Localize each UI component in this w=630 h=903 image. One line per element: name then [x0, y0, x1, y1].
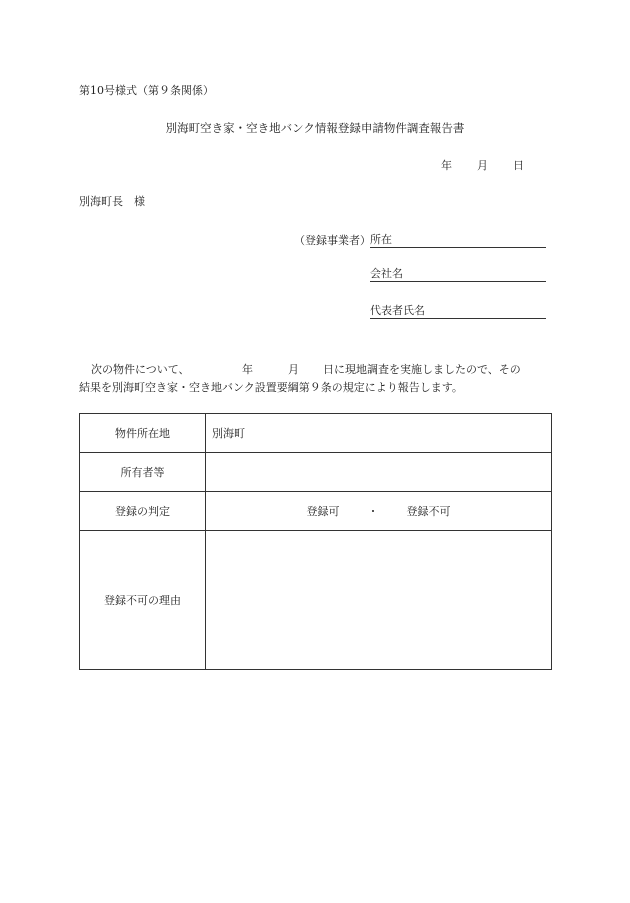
date-month: 月 [477, 159, 488, 172]
judgement-separator: ・ [367, 505, 379, 518]
owner-value [206, 453, 552, 492]
reason-value [206, 531, 552, 670]
form-number: 第10号様式（第９条関係） [79, 84, 214, 97]
reason-label: 登録不可の理由 [80, 531, 206, 670]
location-label: 物件所在地 [80, 414, 206, 453]
company-field [370, 265, 546, 282]
judgement-yes: 登録可 [306, 505, 340, 518]
representative-label: 代表者氏名 [370, 304, 425, 317]
judgement-options [206, 492, 552, 531]
representative-field [370, 302, 546, 319]
body-line1-year: 年 [242, 363, 253, 376]
body-line1-month: 月 [288, 363, 299, 376]
date-year: 年 [441, 159, 452, 172]
table-row [80, 453, 552, 492]
table-row [80, 414, 552, 453]
table-row [80, 492, 552, 531]
judgement-no: 登録不可 [406, 505, 451, 518]
document-title: 別海町空き家・空き地バンク情報登録申請物件調査報告書 [165, 121, 465, 135]
date-day: 日 [513, 159, 524, 172]
location-value: 別海町 [206, 414, 552, 453]
address-label: 所在 [370, 233, 392, 246]
body-line1-end: 日に現地調査を実施しましたので、その [323, 363, 521, 376]
addressee: 別海町長 様 [79, 195, 145, 208]
body-line2: 結果を別海町空き家・空き地バンク設置要綱第９条の規定により報告します。 [79, 381, 463, 394]
address-field [370, 231, 546, 248]
company-label: 会社名 [370, 267, 403, 280]
owner-label: 所有者等 [80, 453, 206, 492]
body-line1-start: 次の物件について、 [91, 363, 190, 376]
registrant-caption: （登録事業者） [294, 234, 371, 247]
judgement-label: 登録の判定 [80, 492, 206, 531]
survey-table [79, 413, 552, 670]
table-row [80, 531, 552, 670]
